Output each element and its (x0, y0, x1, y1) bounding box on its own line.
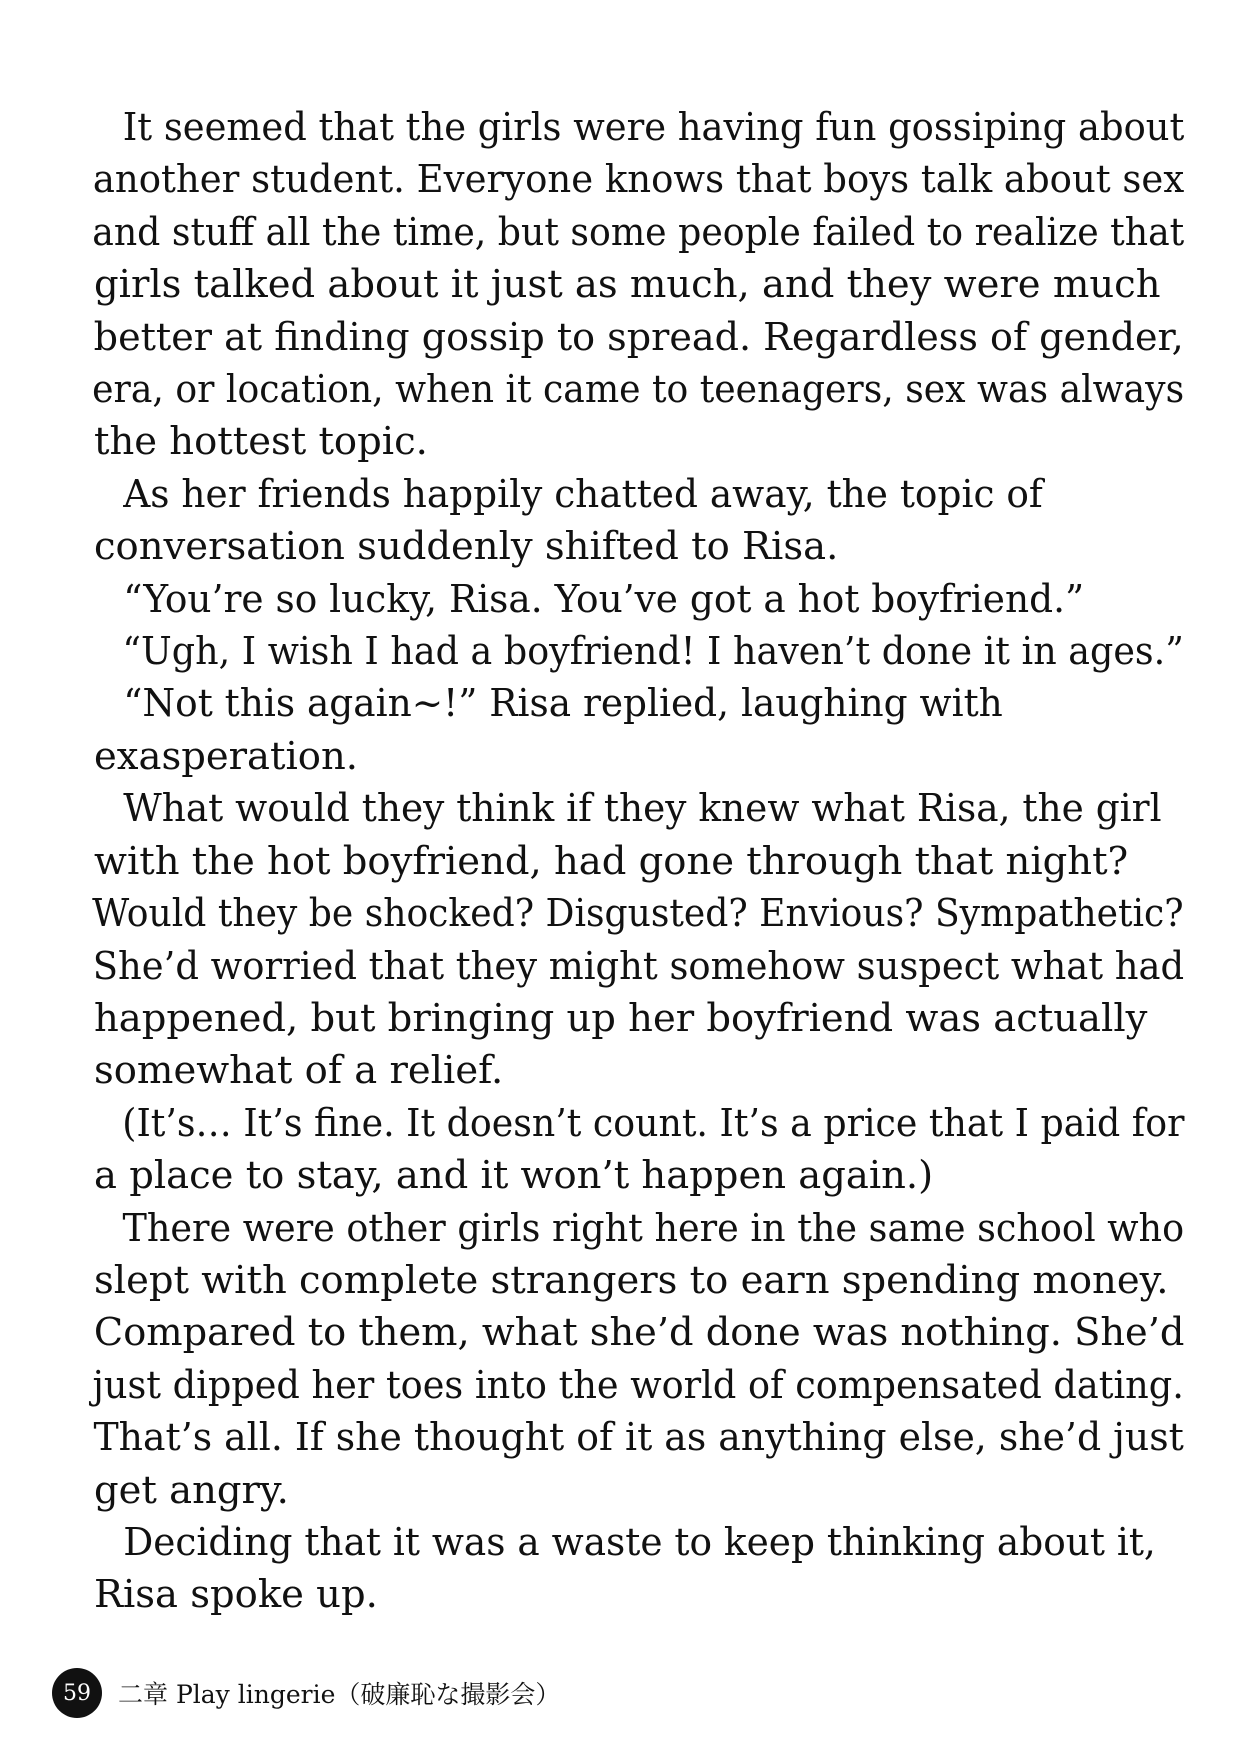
paragraph (64, 469, 1184, 574)
paragraph (64, 626, 1184, 678)
text-line: just dipped her toes into the world of compensated dating. (92, 1362, 1184, 1408)
text-line: Would they be shocked? Disgusted? Envious? Sympathetic? (92, 891, 1184, 937)
text-line: Risa spoke up. (94, 1572, 378, 1618)
text-line: Deciding that it was a waste to keep thinking about it, (123, 1519, 1156, 1565)
text-line: (It’s… It’s fine. It doesn’t count. It’s a price that I paid for (122, 1100, 1185, 1146)
text-line: “You’re so lucky, Risa. You’ve got a hot boyfriend.” (123, 576, 1085, 622)
text-line: She’d worried that they might somehow suspect what had (92, 943, 1185, 989)
text-line: slept with complete strangers to earn spending money. (94, 1257, 1169, 1303)
text-line: the hottest topic. (94, 419, 428, 465)
paragraph (64, 1098, 1184, 1203)
text-line: There were other girls right here in the same school who (122, 1205, 1185, 1251)
text-line: “Not this again~!” Risa replied, laughing with (123, 681, 1003, 727)
paragraph (64, 574, 1184, 626)
paragraph (64, 1517, 1184, 1622)
paragraph (64, 678, 1184, 783)
page-number-badge: 59 (52, 1668, 102, 1718)
chapter-title: 二章 Play lingerie（破廉恥な撮影会） (118, 1680, 561, 1709)
text-line: That’s all. If she thought of it as anything else, she’d just (93, 1415, 1184, 1461)
text-line: better at finding gossip to spread. Regardless of gender, (93, 314, 1184, 360)
text-line: exasperation. (94, 733, 358, 779)
text-line: What would they think if they knew what Risa, the girl (123, 786, 1162, 832)
text-line: As her friends happily chatted away, the topic of (123, 471, 1043, 517)
text-line: with the hot boyfriend, had gone through that night? (94, 838, 1129, 884)
paragraph (64, 102, 1184, 469)
text-line: girls talked about it just as much, and they were much (94, 262, 1161, 308)
body-text (64, 102, 1184, 1622)
text-line: somewhat of a relief. (94, 1048, 504, 1094)
text-line: another student. Everyone knows that boys talk about sex (92, 157, 1185, 203)
page-footer (52, 1668, 560, 1718)
text-line: Compared to them, what she’d done was nothing. She’d (93, 1310, 1185, 1356)
text-line: era, or location, when it came to teenagers, sex was always (92, 367, 1185, 413)
text-line: get angry. (94, 1467, 289, 1513)
text-line: “Ugh, I wish I had a boyfriend! I haven’t done it in ages.” (122, 629, 1184, 675)
text-line: happened, but bringing up her boyfriend was actually (94, 995, 1148, 1041)
paragraph (64, 783, 1184, 1097)
text-line: It seemed that the girls were having fun gossiping about (122, 105, 1185, 150)
text-line: conversation suddenly shifted to Risa. (94, 524, 839, 570)
text-line: a place to stay, and it won’t happen again.) (94, 1153, 934, 1199)
text-line: and stuff all the time, but some people failed to realize that (92, 209, 1185, 255)
paragraph (64, 1203, 1184, 1517)
